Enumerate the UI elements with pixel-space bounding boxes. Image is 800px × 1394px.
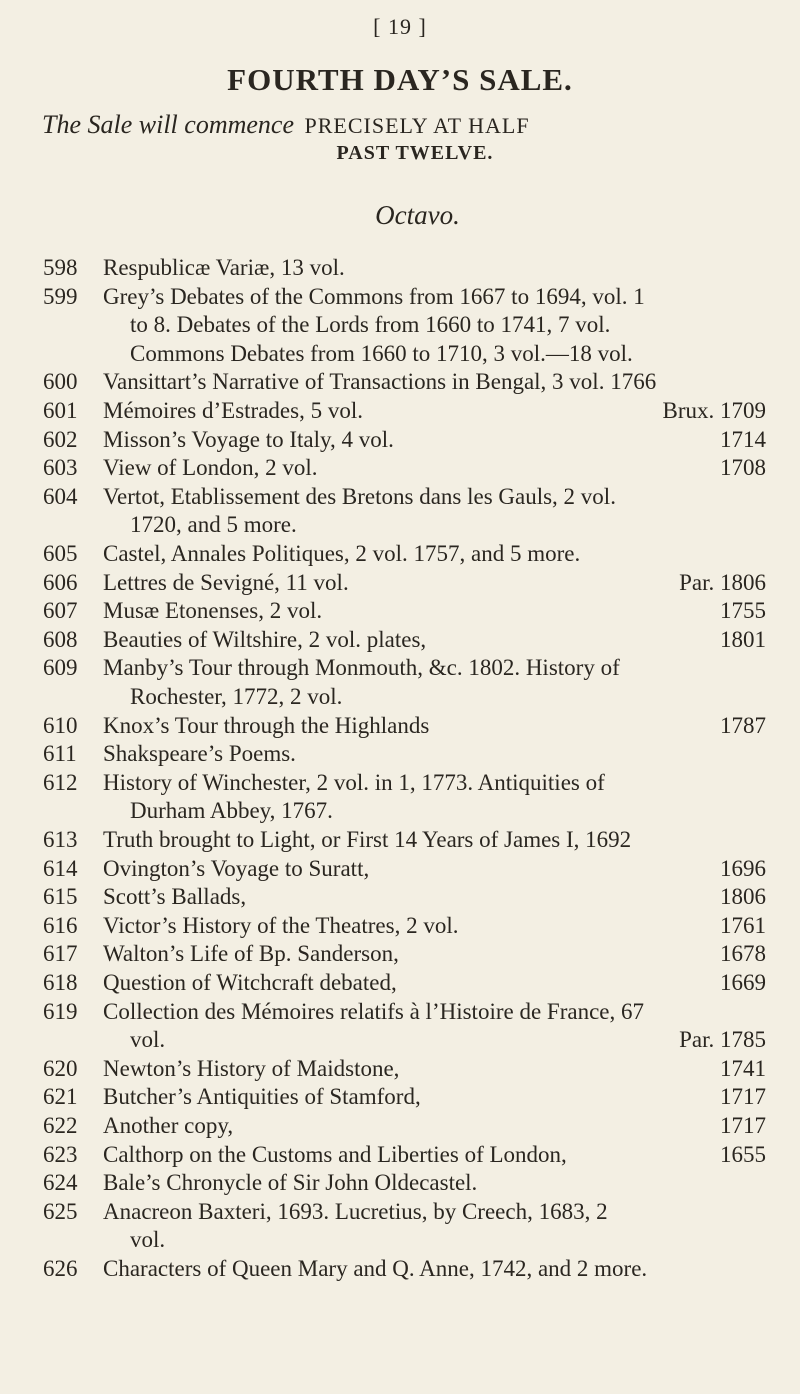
sale-notice-caps: PRECISELY AT HALF — [304, 113, 530, 138]
lot-description: Anacreon Baxteri, 1693. Lucretius, by Creech, 1683, 2 — [103, 1198, 608, 1224]
lot-date: 1806 — [720, 884, 766, 910]
lot-number: 613 — [43, 827, 78, 852]
lot-continuation-text: 1720, and 5 more. — [130, 512, 297, 538]
lot-description: Another copy, — [103, 1113, 234, 1138]
lot-description: Mémoires d’Estrades, 5 vol. — [103, 398, 363, 423]
lot-date: 1787 — [720, 712, 766, 738]
page-number: [ 19 ] — [373, 14, 427, 39]
lot-description: Characters of Queen Mary and Q. Anne, 1742, and 2 more. — [103, 1256, 648, 1281]
lot-number: 622 — [43, 1113, 78, 1138]
lot-date: Brux. 1709 — [662, 398, 766, 423]
lot-number: 626 — [43, 1256, 78, 1281]
lot-description: Misson’s Voyage to Italy, 4 vol. — [103, 426, 394, 452]
sale-heading: FOURTH DAY’S SALE. — [227, 62, 573, 97]
lot-continuation-text: Rochester, 1772, 2 vol. — [130, 684, 343, 709]
lot-description: History of Winchester, 2 vol. in 1, 1773. Antiquities of — [103, 769, 605, 795]
lot-description: Respublicæ Variæ, 13 vol. — [103, 255, 345, 280]
lot-date: 1655 — [720, 1141, 766, 1167]
lot-date: Par. 1806 — [679, 569, 766, 595]
lot-number: 614 — [43, 855, 78, 881]
lot-description: Shakspeare’s Poems. — [103, 741, 296, 767]
lot-number: 599 — [43, 283, 78, 309]
sale-notice-italic: The Sale will commence — [42, 110, 294, 139]
lot-date: 1717 — [720, 1113, 766, 1138]
lot-description: Calthorp on the Customs and Liberties of London, — [103, 1141, 567, 1167]
lot-continuation-text: vol. — [130, 1027, 166, 1053]
lot-description: Scott’s Ballads, — [103, 884, 247, 910]
lot-description: Bale’s Chronycle of Sir John Oldecastel. — [103, 1170, 478, 1196]
lot-number: 621 — [43, 1084, 78, 1110]
lot-date: 1678 — [720, 941, 766, 967]
lot-number: 601 — [43, 398, 78, 423]
sale-notice-line2: PAST TWELVE. — [336, 142, 494, 164]
lot-description: Lettres de Sevigné, 11 vol. — [103, 569, 349, 595]
lot-description: Victor’s History of the Theatres, 2 vol. — [103, 912, 459, 938]
section-title: Octavo. — [375, 200, 460, 230]
lot-description: Grey’s Debates of the Commons from 1667 to 1694, vol. 1 — [103, 283, 645, 309]
lot-continuation-text: Durham Abbey, 1767. — [130, 798, 333, 824]
lot-number: 618 — [43, 970, 78, 995]
lot-continuation-text: Commons Debates from 1660 to 1710, 3 vol.—18 vol. — [130, 340, 633, 366]
lot-number: 612 — [43, 769, 78, 795]
lot-date: 1741 — [720, 1055, 766, 1081]
lot-description: Truth brought to Light, or First 14 Years of James I, 1692 — [103, 827, 632, 852]
lot-number: 607 — [43, 598, 78, 624]
lot-number: 615 — [43, 884, 78, 910]
lot-date: 1708 — [720, 455, 766, 481]
lot-description: Manby’s Tour through Monmouth, &c. 1802. History of — [103, 655, 620, 681]
lot-number: 624 — [43, 1170, 78, 1196]
lot-description: Butcher’s Antiquities of Stamford, — [103, 1084, 421, 1110]
lot-number: 610 — [43, 712, 78, 738]
lot-number: 600 — [43, 369, 78, 395]
lot-number: 620 — [43, 1055, 78, 1081]
lot-number: 611 — [43, 741, 77, 767]
lot-number: 603 — [43, 455, 78, 481]
lot-number: 617 — [43, 941, 78, 967]
lot-number: 616 — [43, 912, 78, 938]
lot-description: Castel, Annales Politiques, 2 vol. 1757, and 5 more. — [103, 541, 581, 566]
lot-continuation-text: to 8. Debates of the Lords from 1660 to 1741, 7 vol. — [130, 312, 611, 338]
lot-description: Newton’s History of Maidstone, — [103, 1055, 400, 1081]
lot-date: 1761 — [720, 912, 766, 938]
lot-description: Question of Witchcraft debated, — [103, 970, 397, 995]
sale-notice-line1 — [42, 110, 762, 140]
lot-number: 606 — [43, 569, 78, 595]
lot-description: Vansittart’s Narrative of Transactions in Bengal, 3 vol. 1766 — [103, 369, 657, 395]
lot-date: 1696 — [720, 855, 766, 881]
lot-description: Knox’s Tour through the Highlands — [103, 712, 430, 738]
lot-number: 623 — [43, 1141, 78, 1167]
lot-number: 625 — [43, 1198, 78, 1224]
lot-description: Walton’s Life of Bp. Sanderson, — [103, 941, 399, 967]
lot-date: 1669 — [720, 970, 766, 995]
lot-date: Par. 1785 — [679, 1027, 766, 1053]
lot-date: 1714 — [720, 426, 766, 452]
lot-number: 604 — [43, 483, 78, 509]
lot-continuation-text: vol. — [130, 1227, 166, 1253]
lot-description: Beauties of Wiltshire, 2 vol. plates, — [103, 626, 427, 652]
lot-number: 602 — [43, 426, 78, 452]
lot-description: Collection des Mémoires relatifs à l’Histoire de France, 67 — [103, 998, 644, 1024]
lot-description: Vertot, Etablissement des Bretons dans les Gauls, 2 vol. — [103, 483, 616, 509]
lot-number: 598 — [43, 255, 78, 280]
lot-number: 619 — [43, 998, 78, 1024]
lot-date: 1801 — [720, 626, 766, 652]
lot-date: 1755 — [720, 598, 766, 624]
lot-description: Musæ Etonenses, 2 vol. — [103, 598, 323, 624]
lot-date: 1717 — [720, 1084, 766, 1110]
lot-description: View of London, 2 vol. — [103, 455, 318, 481]
lot-number: 609 — [43, 655, 78, 681]
lot-number: 608 — [43, 626, 78, 652]
lot-description: Ovington’s Voyage to Suratt, — [103, 855, 370, 881]
lot-number: 605 — [43, 541, 78, 566]
